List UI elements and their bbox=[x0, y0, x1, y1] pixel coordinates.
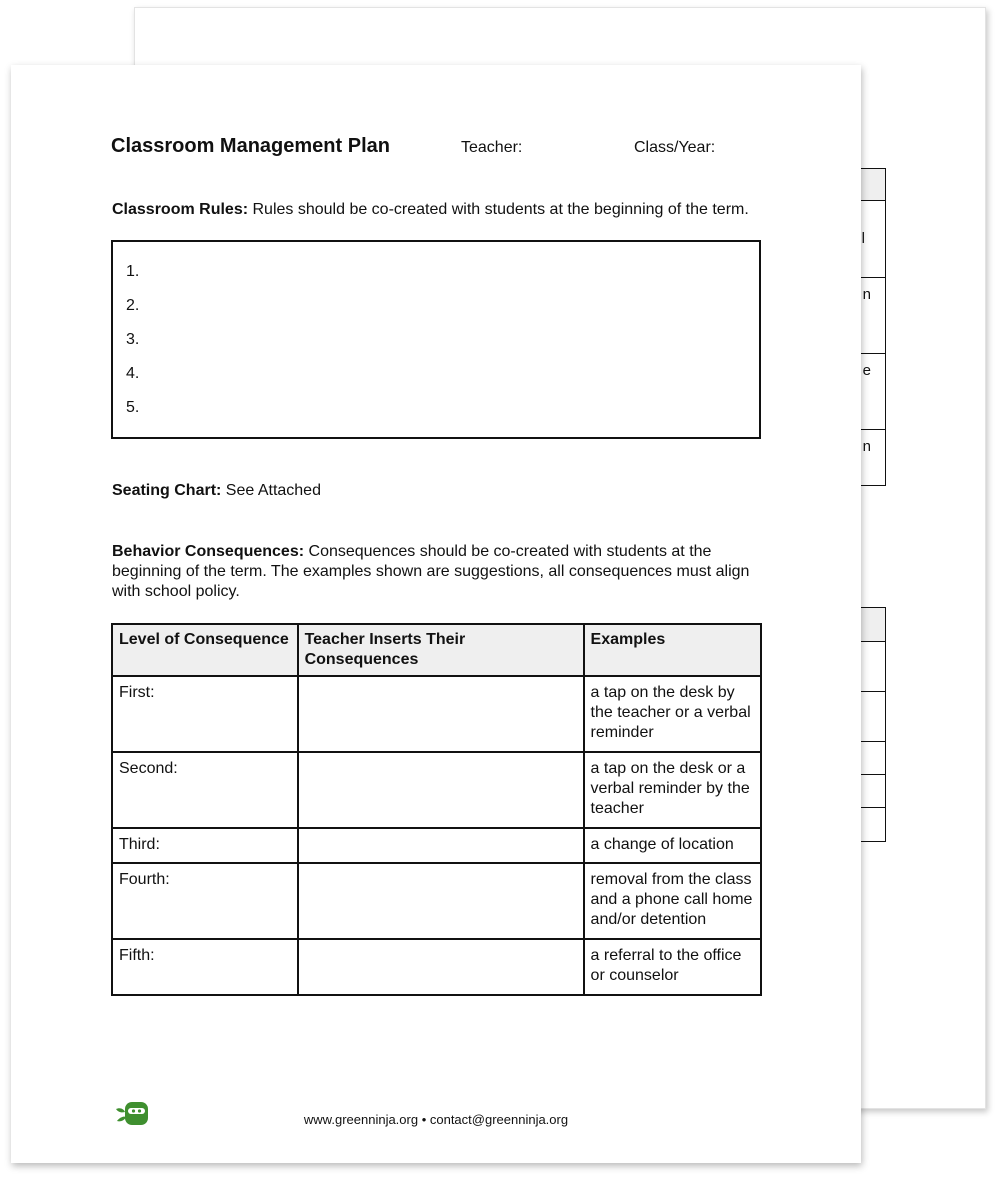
back-cell-fragment: n bbox=[862, 286, 871, 303]
rule-item-2: 2. bbox=[126, 297, 140, 314]
table-row bbox=[112, 752, 761, 828]
classroom-rules-heading: Classroom Rules: bbox=[112, 201, 249, 218]
column-header: Level of Consequence bbox=[112, 624, 298, 676]
back-table-row bbox=[860, 774, 885, 808]
back-table-row bbox=[860, 807, 885, 842]
teacher-consequence-cell bbox=[298, 863, 584, 939]
back-table-bottom bbox=[860, 607, 886, 842]
example-cell: removal from the class and a phone call home and/or detention bbox=[584, 863, 761, 939]
front-page bbox=[11, 65, 861, 1163]
table-row bbox=[112, 863, 761, 939]
seating-chart-line bbox=[112, 481, 762, 501]
rule-item-1: 1. bbox=[126, 263, 140, 280]
example-cell: a change of location bbox=[584, 828, 761, 863]
teacher-consequence-cell bbox=[298, 939, 584, 995]
level-cell: Fifth: bbox=[112, 939, 298, 995]
example-cell: a referral to the office or counselor bbox=[584, 939, 761, 995]
back-table-top bbox=[860, 168, 886, 486]
column-header: Examples bbox=[584, 624, 761, 676]
rule-item-4: 4. bbox=[126, 365, 140, 382]
level-cell: First: bbox=[112, 676, 298, 752]
classroom-rules-text: Rules should be co-created with students at the beginning of the term. bbox=[248, 201, 749, 218]
back-cell-fragment: e bbox=[862, 362, 871, 379]
footer-contact: www.greenninja.org • contact@greenninja.org bbox=[303, 1112, 569, 1127]
teacher-consequence-cell bbox=[298, 828, 584, 863]
back-table-header bbox=[860, 608, 885, 641]
teacher-consequence-cell bbox=[298, 752, 584, 828]
behavior-consequences-intro bbox=[112, 542, 762, 602]
back-cell-fragment: l bbox=[861, 230, 865, 247]
back-table-row bbox=[860, 691, 885, 742]
consequences-table bbox=[111, 623, 762, 996]
example-cell: a tap on the desk by the teacher or a verbal reminder bbox=[584, 676, 761, 752]
teacher-label: Teacher: bbox=[461, 139, 523, 156]
example-cell: a tap on the desk or a verbal reminder by the teacher bbox=[584, 752, 761, 828]
table-row bbox=[112, 828, 761, 863]
level-cell: Fourth: bbox=[112, 863, 298, 939]
back-table-row bbox=[860, 741, 885, 775]
table-header-row bbox=[112, 624, 761, 676]
rule-item-5: 5. bbox=[126, 399, 140, 416]
table-row bbox=[112, 939, 761, 995]
level-cell: Third: bbox=[112, 828, 298, 863]
back-table-row bbox=[860, 641, 885, 691]
classroom-rules-intro bbox=[112, 200, 762, 220]
seating-chart-heading: Seating Chart: bbox=[112, 482, 222, 499]
back-cell-fragment: n bbox=[862, 438, 871, 455]
seating-chart-text: See Attached bbox=[221, 482, 321, 499]
teacher-consequence-cell bbox=[298, 676, 584, 752]
table-row bbox=[112, 676, 761, 752]
level-cell: Second: bbox=[112, 752, 298, 828]
rule-item-3: 3. bbox=[126, 331, 140, 348]
page-title: Classroom Management Plan bbox=[111, 135, 390, 157]
class-year-label: Class/Year: bbox=[634, 139, 716, 156]
behavior-consequences-heading: Behavior Consequences: bbox=[112, 543, 305, 560]
back-table-header bbox=[860, 169, 885, 200]
column-header: Teacher Inserts Their Consequences bbox=[298, 624, 584, 676]
behavior-consequences-text: Consequences should be co-created with students at the beginning of the term. The examples shown are suggestions, all consequences must align with school policy. bbox=[112, 543, 750, 600]
rules-list-box bbox=[111, 240, 761, 439]
